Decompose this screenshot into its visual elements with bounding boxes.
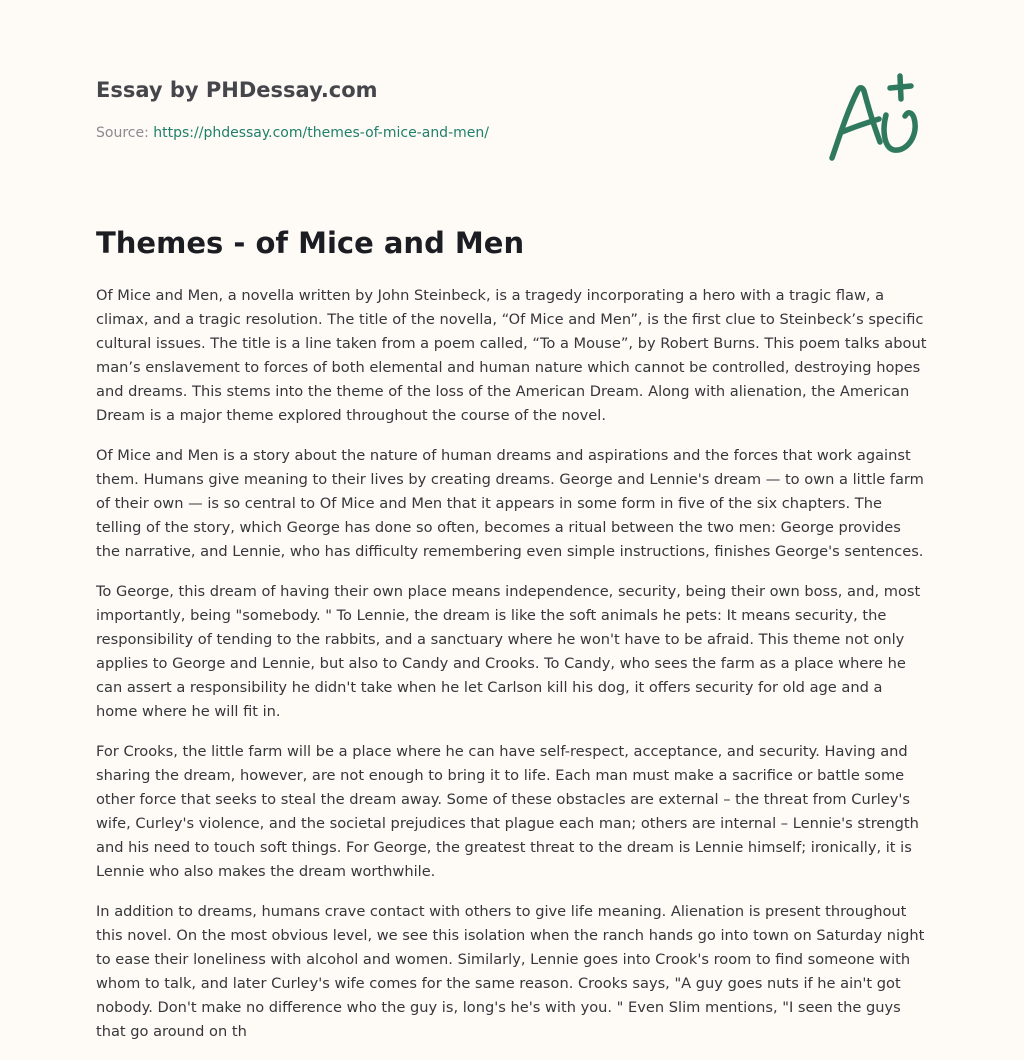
essay-body xyxy=(96,284,928,1054)
site-title: Essay by PHDessay.com xyxy=(96,78,378,102)
essay-page xyxy=(96,0,928,1060)
source-label: Source: xyxy=(96,125,154,141)
source-line xyxy=(96,125,489,141)
essay-paragraph: Of Mice and Men is a story about the nature of human dreams and aspirations and the forces that work against them. Humans give meaning to their lives by creating dreams. George and Lennie's dream — to own a little farm of their own — is so central to Of Mice and Men that it appears in some form in five of the six chapters. The telling of the story, which George has done so often, becomes a ritual between the two men: George provides the narrative, and Lennie, who has difficulty remembering even simple instructions, finishes George's sentences. xyxy=(96,447,924,560)
essay-paragraph: Of Mice and Men, a novella written by John Steinbeck, is a tragedy incorporating a hero with a tragic flaw, a climax, and a tragic resolution. The title of the novella, “Of Mice and Men”, is the first clue to Steinbeck’s specific cultural issues. The title is a line taken from a poem called, “To a Mouse”, by Robert Burns. This poem talks about man’s enslavement to forces of both elemental and human nature which cannot be controlled, destroying hopes and dreams. This stems into the theme of the loss of the American Dream. Along with alienation, the American Dream is a major theme explored throughout the course of the novel. xyxy=(96,287,927,424)
a-plus-grade-icon xyxy=(824,72,928,168)
essay-paragraph: To George, this dream of having their own place means independence, security, being their own boss, and, most importantly, being "somebody. " To Lennie, the dream is like the soft animals he pets: It means security, the responsibility of tending to the rabbits, and a sanctuary where he won't have to be afraid. This theme not only applies to George and Lennie, but also to Candy and Crooks. To Candy, who sees the farm as a place where he can assert a responsibility he didn't take when he let Carlson kill his dog, it offers security for old age and a home where he will fit in. xyxy=(96,583,921,720)
essay-paragraph: In addition to dreams, humans crave contact with others to give life meaning. Alienation is present throughout this novel. On the most obvious level, we see this isolation when the ranch hands go into town on Saturday night to ease their loneliness with alcohol and women. Similarly, Lennie goes into Crook's room to find someone with whom to talk, and later Curley's wife comes for the same reason. Crooks says, "A guy goes nuts if he ain't got nobody. Don't make no difference who the guy is, long's he's with you. " Even Slim mentions, "I seen the guys that go around on th xyxy=(96,903,925,1040)
source-link[interactable]: https://phdessay.com/themes-of-mice-and-men/ xyxy=(153,125,489,141)
essay-paragraph: For Crooks, the little farm will be a place where he can have self-respect, acceptance, and security. Having and sharing the dream, however, are not enough to bring it to life. Each man must make a sacrifice or battle some other force that seeks to steal the dream away. Some of these obstacles are external – the threat from Curley's wife, Curley's violence, and the societal prejudices that plague each man; others are internal – Lennie's strength and his need to touch soft things. For George, the greatest threat to the dream is Lennie himself; ironically, it is Lennie who also makes the dream worthwhile. xyxy=(96,743,919,880)
essay-title: Themes - of Mice and Men xyxy=(96,226,525,260)
page-header xyxy=(96,72,928,172)
